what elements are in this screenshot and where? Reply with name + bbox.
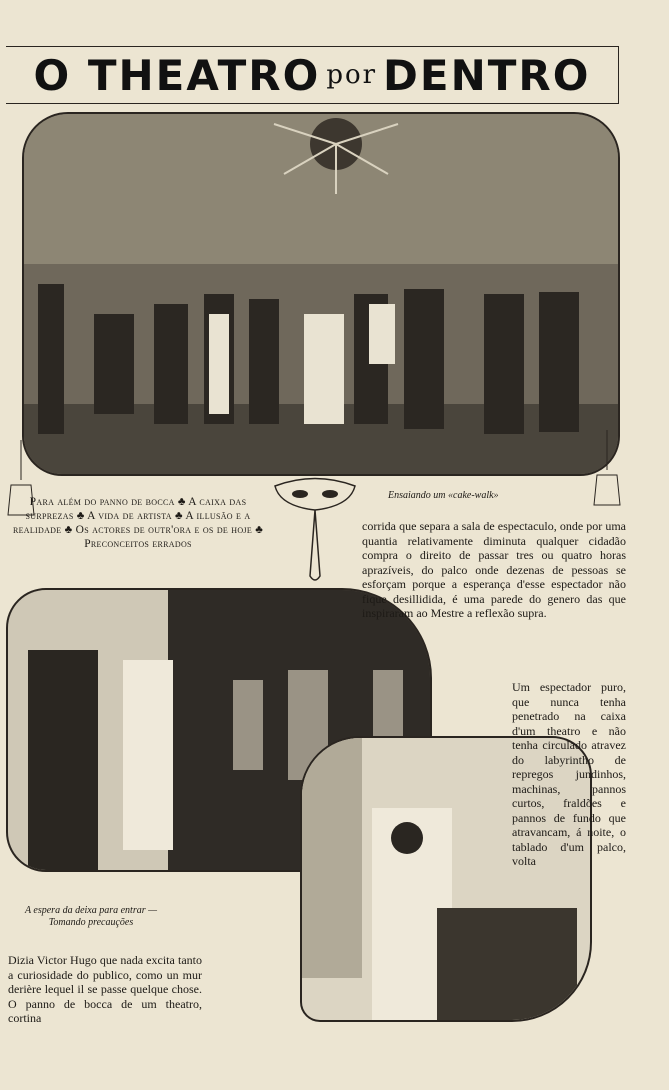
article-lede: Para além do panno de bocca ♣ A caixa das surprezas ♣ A vida de artista ♣ A illusão e a realidade ♣ Os actores de outr'ora e os de hoje ♣ Preconceitos errados xyxy=(12,496,264,550)
tassel-ornament-left xyxy=(6,440,36,520)
rehearsal-photo xyxy=(22,112,620,476)
photo-caption-bottom: A espera da deixa para entrar — Tomando precauções xyxy=(24,905,158,928)
mask-ornament xyxy=(270,476,360,586)
photo-caption-top: Ensaiando um «cake-walk» xyxy=(388,490,499,501)
title-part-3: DENTRO xyxy=(383,50,591,100)
article-text-column-1: corrida que separa a sala de espectaculo, onde por uma quantia relativamente diminuta qualquer cidadão compra o direito de passar tres ou quatro horas aprazíveis, do palco onde dezenas de pessoas se esforçam porque a esperança d'esse espectador não fique desillidida, é uma parede do genero das que inspiraram ao Mestre a reflexão supra. xyxy=(362,519,626,620)
title-part-1: O THEATRO xyxy=(33,50,321,100)
title-part-2: por xyxy=(326,60,378,90)
tassel-ornament-right xyxy=(592,430,622,510)
article-text-column-3: Dizia Victor Hugo que nada excita tanto a curiosidade do publico, como un mur derière lequel il se passe quelque chose. O panno de bocca de um theatro, cortina xyxy=(8,953,202,1025)
page-title xyxy=(6,46,619,104)
article-text-column-2: Um espectador puro, que nunca tenha penetrado na caixa d'um theatro e não tenha circulado atravez do labyrintho de repregos jundinhos, machinas, pannos curtos, fraldões e pannos de fundo que atravancam, á noite, o tablado d'um palco, volta xyxy=(512,680,626,868)
